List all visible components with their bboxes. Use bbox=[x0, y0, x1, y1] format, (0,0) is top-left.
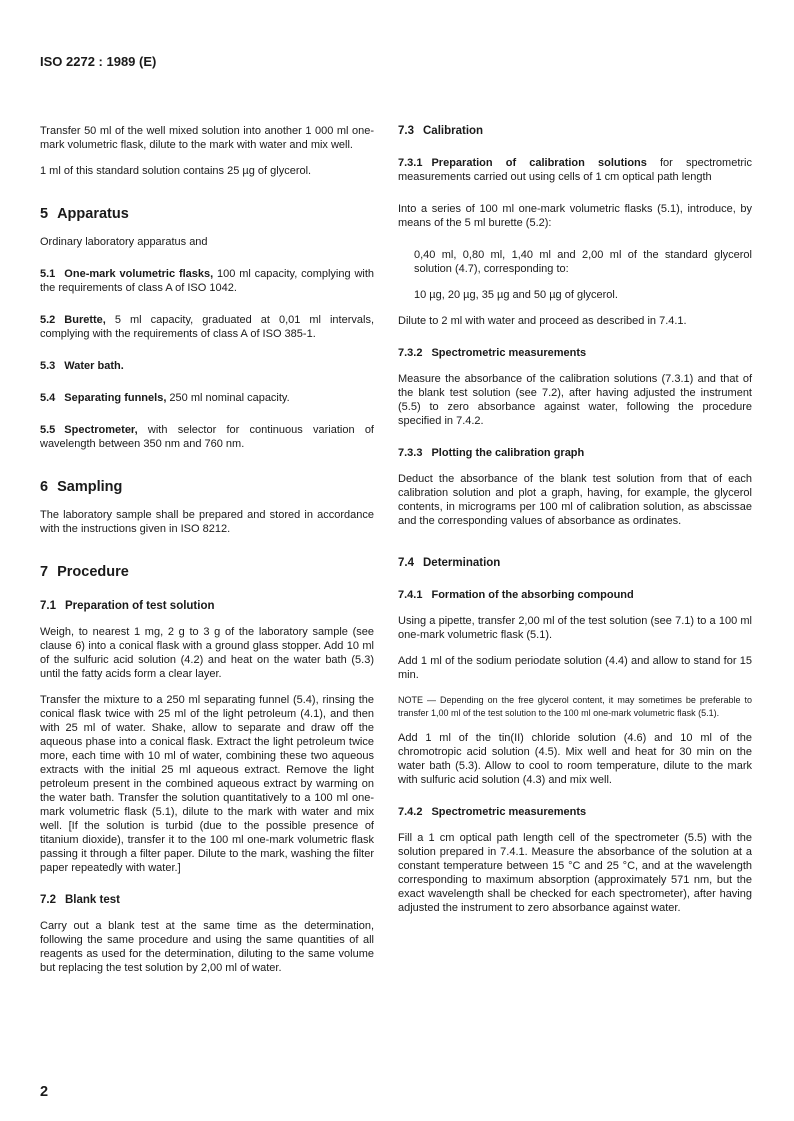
section-heading-apparatus bbox=[40, 206, 374, 223]
item-5-3 bbox=[40, 359, 374, 373]
paragraph-standard: 1 ml of this standard solution contains 25 µg of glycerol. bbox=[40, 165, 312, 177]
item-text: 5 ml capacity, graduated at 0,01 ml intervals, complying with the requirements of class A of ISO 385-1. bbox=[40, 314, 374, 340]
section-number: 7 bbox=[40, 564, 49, 580]
subsection-heading-7-3 bbox=[398, 124, 752, 138]
paragraph-deduct: Deduct the absorbance of the blank test solution from that of each calibration solution and plot a graph, having, for example, the glycerol contents, in micrograms per 100 ml of calibration solution, as abscissae and the corresponding values of absorbance as ordinates. bbox=[398, 473, 752, 527]
item-term: Water bath. bbox=[64, 360, 124, 372]
paragraph-masses: 10 µg, 20 µg, 35 µg and 50 µg of glycerol. bbox=[414, 289, 618, 301]
paragraph-sampling: The laboratory sample shall be prepared and stored in accordance with the instructions given in ISO 8212. bbox=[40, 509, 374, 535]
item-text: 250 ml nominal capacity. bbox=[166, 392, 290, 404]
section-number: 7.2 bbox=[40, 894, 56, 906]
section-title: Apparatus bbox=[57, 206, 129, 222]
paragraph-mixture: Transfer the mixture to a 250 ml separating funnel (5.4), rinsing the conical flask twice with 25 ml of the light petroleum (4.1), and then with 25 ml of water. Shake, allow to separate and draw off the aqueous phase into a conical flask. Extract the light petroleum twice more, each time with 10 ml of water, combining these two aqueous extracts with the initial 25 ml aqueous extract. Remove the light petroleum present in the combined aqueous extract by warming on the water bath. Transfer the solution quantitatively to a 100 ml one-mark volumetric flask (5.1), dilute to the mark with water and mix well. [If the solution is turbid (due to the possible presence of titanium dioxide), transfer it to the 100 ml one-mark volumetric flask passing it through a filter paper. Dilute to the mark, washing the filter paper repeatedly with water.] bbox=[40, 694, 374, 874]
item-number: 5.2 bbox=[40, 314, 56, 326]
section-title: Blank test bbox=[65, 894, 120, 906]
paragraph-measure: Measure the absorbance of the calibration solutions (7.3.1) and that of the blank test solution (see 7.2), after having adjusted the instrument (5.5) to zero absorbance against water, following the procedure specified in 7.4.2. bbox=[398, 373, 752, 427]
item-number: 5.5 bbox=[40, 424, 56, 436]
paragraph-periodate: Add 1 ml of the sodium periodate solution (4.4) and allow to stand for 15 min. bbox=[398, 655, 752, 681]
clause-number: 7.3.1 bbox=[398, 157, 423, 169]
clause-title: Plotting the calibration graph bbox=[431, 447, 585, 459]
item-term: Spectrometer, bbox=[64, 424, 138, 436]
item-5-5 bbox=[40, 423, 374, 451]
paragraph-weigh: Weigh, to nearest 1 mg, 2 g to 3 g of the laboratory sample (see clause 6) into a conical flask with a ground glass stopper. Add 10 ml of the sulfuric acid solution (4.2) and heat on the water bath (5.3) until the fatty acids form a clear layer. bbox=[40, 626, 374, 680]
section-title: Procedure bbox=[57, 564, 129, 580]
paragraph-dilute: Dilute to 2 ml with water and proceed as described in 7.4.1. bbox=[398, 315, 687, 327]
paragraph-pipette: Using a pipette, transfer 2,00 ml of the test solution (see 7.1) to a 100 ml one-mark volumetric flask (5.1). bbox=[398, 615, 752, 641]
clause-number: 7.3.3 bbox=[398, 447, 423, 459]
paragraph-fill: Fill a 1 cm optical path length cell of the spectrometer (5.5) with the solution prepared in 7.4.1. Measure the absorbance of the solution at a constant temperature between 15 °C and 25 °C, and at the wavelength corresponding to maximum absorption (approximately 571 nm, but the exact wavelength shall be checked for each spectrometer), after having adjusted the instrument to zero absorbance against water. bbox=[398, 832, 752, 914]
item-text: with selector for continuous variation of wavelength between 350 nm and 760 nm. bbox=[40, 424, 374, 450]
item-number: 5.3 bbox=[40, 360, 56, 372]
paragraph-tin: Add 1 ml of the tin(II) chloride solution (4.6) and 10 ml of the chromotropic acid solution (4.5). Mix well and heat for 30 min on the water bath (5.3). Allow to cool to room temperature, dilute to the mark with sulfuric acid solution (4.3) and mix well. bbox=[398, 732, 752, 786]
clause-title: Formation of the absorbing compound bbox=[431, 589, 634, 601]
section-number: 5 bbox=[40, 206, 49, 222]
paragraph-ordinary: Ordinary laboratory apparatus and bbox=[40, 236, 208, 248]
paragraph-blank: Carry out a blank test at the same time as the determination, following the same procedure and using the same quantities of all reagents as used for the determination, diluting to the same volume but replacing the test solution by 2,00 ml of water. bbox=[40, 920, 374, 974]
clause-7-3-1 bbox=[398, 156, 752, 184]
section-heading-procedure bbox=[40, 564, 374, 581]
clause-heading-7-3-2 bbox=[398, 346, 752, 360]
item-term: Separating funnels, bbox=[64, 392, 167, 404]
clause-title: Preparation of calibration solutions bbox=[431, 157, 647, 169]
note: NOTE — Depending on the free glycerol content, it may sometimes be preferable to transfer 1,00 ml of the test solution to the 100 ml one-mark volumetric flask (5.1). bbox=[398, 695, 752, 718]
section-title: Preparation of test solution bbox=[65, 600, 215, 612]
section-number: 7.4 bbox=[398, 557, 414, 569]
item-term: Burette, bbox=[64, 314, 106, 326]
paragraph-transfer: Transfer 50 ml of the well mixed solution into another 1 000 ml one-mark volumetric flask, dilute to the mark with water and mix well. bbox=[40, 125, 374, 151]
clause-number: 7.3.2 bbox=[398, 347, 423, 359]
clause-text: for spectrometric measurements carried out using cells of 1 cm optical path length bbox=[398, 157, 752, 183]
clause-heading-7-4-2 bbox=[398, 805, 752, 819]
item-text: 100 ml capacity, complying with the requirements of class A of ISO 1042. bbox=[40, 268, 375, 294]
section-number: 7.1 bbox=[40, 600, 56, 612]
section-heading-sampling bbox=[40, 479, 374, 496]
section-number: 7.3 bbox=[398, 125, 414, 137]
item-5-4 bbox=[40, 391, 374, 405]
section-title: Sampling bbox=[57, 479, 123, 495]
clause-title: Spectrometric measurements bbox=[431, 347, 587, 359]
clause-title: Spectrometric measurements bbox=[431, 806, 587, 818]
subsection-heading-7-1 bbox=[40, 599, 374, 613]
item-number: 5.1 bbox=[40, 268, 56, 280]
clause-number: 7.4.1 bbox=[398, 589, 423, 601]
paragraph-into: Into a series of 100 ml one-mark volumetric flasks (5.1), introduce, by means of the 5 ml burette (5.2): bbox=[398, 203, 752, 229]
right-column bbox=[398, 124, 752, 915]
document-header: ISO 2272 : 1989 (E) bbox=[40, 54, 157, 69]
section-title: Determination bbox=[423, 557, 501, 569]
section-number: 6 bbox=[40, 479, 49, 495]
section-title: Calibration bbox=[423, 125, 484, 137]
item-5-2 bbox=[40, 313, 374, 341]
clause-heading-7-4-1 bbox=[398, 588, 752, 602]
page-number: 2 bbox=[40, 1084, 49, 1100]
paragraph-volumes: 0,40 ml, 0,80 ml, 1,40 ml and 2,00 ml of the standard glycerol solution (4.7), corresponding to: bbox=[414, 249, 752, 275]
clause-number: 7.4.2 bbox=[398, 806, 423, 818]
subsection-heading-7-2 bbox=[40, 893, 374, 907]
subsection-heading-7-4 bbox=[398, 556, 752, 570]
item-number: 5.4 bbox=[40, 392, 56, 404]
item-5-1 bbox=[40, 267, 374, 295]
clause-heading-7-3-3 bbox=[398, 446, 752, 460]
item-term: One-mark volumetric flasks, bbox=[64, 268, 214, 280]
left-column bbox=[40, 124, 374, 975]
